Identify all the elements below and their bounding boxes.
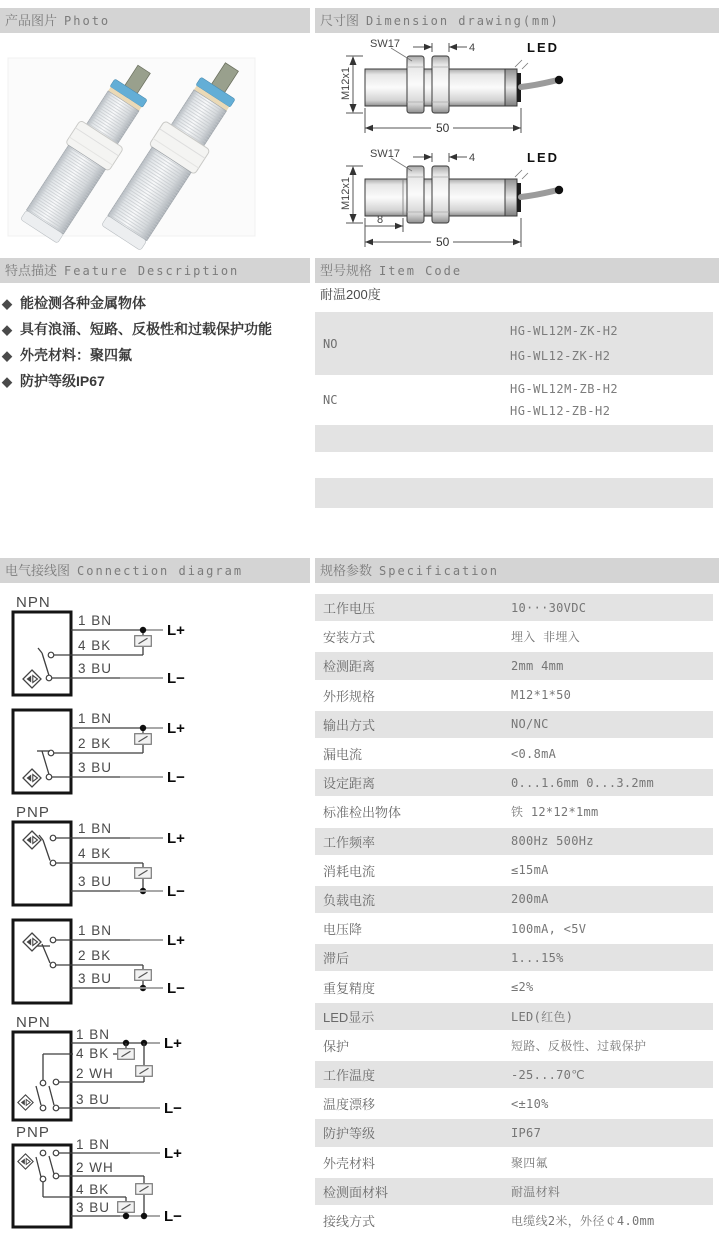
spec-row [315, 739, 713, 768]
specification-table [315, 593, 713, 1235]
spec-value: 10···30VDC [511, 600, 587, 615]
supply-plus-label: L+ [167, 622, 185, 639]
supply-minus-label: L− [164, 1208, 182, 1225]
spec-label: 标准检出物体 [323, 805, 402, 821]
nose-length-dimension: 8 [377, 214, 384, 226]
proximity-sensor-icon [23, 933, 41, 951]
diamond-bullet-icon: ◆ [2, 296, 12, 311]
switch-contact [42, 751, 49, 775]
contact-node [46, 774, 52, 780]
spec-value: 电缆线2米，外径￠4.0mm [511, 1214, 655, 1229]
load-icon [136, 1066, 153, 1077]
load-icon [135, 970, 152, 981]
spec-row [315, 885, 713, 914]
wire-label: 2 BK [78, 948, 112, 963]
supply-plus-label: L+ [167, 720, 185, 737]
spec-label: 防护等级 [323, 1126, 376, 1142]
item-code-title-zh: 型号规格 [320, 263, 373, 278]
spec-label: 检测距离 [323, 659, 376, 675]
dimension-title-zh: 尺寸图 [320, 13, 360, 28]
specification-title-en: Specification [379, 564, 499, 578]
hex-nut-drawing [407, 166, 424, 223]
spec-value: 1...15% [511, 950, 564, 965]
connection-title-zh: 电气接线图 [5, 563, 71, 578]
spec-label: 接线方式 [323, 1214, 376, 1230]
wrench-size-label: SW17 [370, 38, 400, 50]
wire-label: 1 BN [78, 923, 113, 938]
cable-end [555, 186, 563, 194]
feature-section-header [0, 258, 310, 283]
spec-label: 工作电压 [323, 601, 376, 617]
junction-dot [141, 1213, 147, 1219]
connection-diagram-pnp-no [10, 805, 200, 913]
spec-value: <0.8mA [511, 746, 557, 761]
item-code-value: HG-WL12M-ZB-H2 [510, 382, 619, 397]
spec-value: 0...1.6mm 0...3.2mm [511, 775, 654, 790]
spec-label: 外形规格 [323, 688, 376, 704]
dimension-drawing-nonflush [340, 146, 578, 258]
spec-label: 外壳材料 [323, 1155, 376, 1171]
spec-row [315, 651, 713, 680]
spec-row [315, 1060, 713, 1089]
output-type-cell: NC [323, 393, 338, 407]
sensor-box [13, 920, 71, 1003]
spec-value: M12*1*50 [511, 688, 572, 703]
spec-row [315, 1118, 713, 1147]
diamond-bullet-icon: ◆ [2, 374, 12, 389]
spec-row [315, 681, 713, 710]
thread-dimension-label: M12x1 [340, 66, 352, 100]
item-code-title-en: Item Code [379, 264, 463, 278]
proximity-sensor-icon [23, 769, 41, 787]
specification-title-zh: 规格参数 [320, 563, 373, 578]
contact-node [50, 860, 56, 866]
output-type-cell: NO [323, 336, 338, 351]
junction-dot [123, 1213, 129, 1219]
spec-value: 100mA, <5V [511, 921, 587, 936]
contact-node [40, 1176, 46, 1182]
diamond-bullet-icon: ◆ [2, 348, 12, 363]
spec-value: 200mA [511, 892, 549, 907]
wire-label: 2 WH [76, 1160, 114, 1175]
feature-text: 具有浪涌、短路、反极性和过载保护功能 [20, 321, 272, 337]
spec-value: LED(红色) [511, 1009, 574, 1024]
dimension-section-header [315, 8, 719, 33]
contact-node [50, 937, 56, 943]
switch-contact [49, 1156, 54, 1174]
supply-plus-label: L+ [164, 1035, 182, 1052]
contact-node [53, 1105, 59, 1111]
connection-title-en: Connection diagram [77, 564, 244, 578]
item-code-row [315, 425, 713, 452]
contact-node [50, 962, 56, 968]
load-icon [135, 636, 152, 647]
supply-minus-label: L− [167, 883, 185, 900]
spec-label: 检测面材料 [323, 1184, 389, 1200]
spec-label: 工作频率 [323, 834, 376, 850]
feature-title-en: Feature Description [64, 264, 240, 278]
end-cap-drawing [505, 179, 517, 216]
switch-contact [36, 1086, 41, 1105]
spec-value: 耐温材料 [511, 1184, 561, 1199]
wire-label: 4 BK [78, 638, 112, 653]
contact-node [40, 1105, 46, 1111]
overall-length-dimension: 50 [436, 121, 450, 135]
proximity-sensor-icon [23, 670, 41, 688]
spec-value: 铁 12*12*1mm [511, 805, 599, 820]
contact-node [46, 675, 52, 681]
wire-label: 4 BK [76, 1182, 110, 1197]
cable-end [555, 76, 563, 84]
output-type-cell [315, 452, 510, 478]
led-label: LED [527, 150, 559, 165]
spec-label: 消耗电流 [323, 863, 376, 879]
connection-diagram-pnp-4wire [10, 1125, 200, 1236]
hex-nut-drawing [407, 56, 424, 113]
dimension-drawing-flush [340, 36, 578, 144]
supply-minus-label: L− [167, 670, 185, 687]
spec-label: 工作温度 [323, 1068, 376, 1084]
diagram-type-label: PNP [16, 804, 50, 821]
spec-label: 电压降 [323, 922, 363, 938]
diamond-bullet-icon: ◆ [2, 322, 12, 337]
wire-label: 2 WH [76, 1066, 114, 1081]
contact-node [40, 1080, 46, 1086]
spec-row [315, 914, 713, 943]
spec-row [315, 856, 713, 885]
contact-node [53, 1173, 59, 1179]
spec-value: NO/NC [511, 717, 549, 732]
spec-label: 滞后 [323, 951, 350, 967]
spec-row [315, 593, 713, 622]
feature-item [2, 292, 282, 315]
output-type-cell [315, 478, 510, 508]
contact-node [40, 1150, 46, 1156]
spec-label: 设定距离 [323, 776, 376, 792]
temperature-note: 耐温200度 [320, 287, 381, 302]
load-icon [118, 1049, 135, 1060]
feature-text: 防护等级IP67 [20, 373, 105, 389]
switch-contact [43, 840, 50, 861]
wire-label: 4 BK [76, 1046, 110, 1061]
spec-row [315, 1206, 713, 1235]
item-code-row [315, 375, 713, 425]
wire-label: 3 BU [76, 1200, 111, 1215]
overall-length-dimension: 50 [436, 235, 450, 249]
spec-value: 埋入 非埋入 [511, 630, 581, 645]
wire-label: 3 BU [78, 874, 113, 889]
contact-node [48, 652, 54, 658]
photo-section-header [0, 8, 310, 33]
supply-plus-label: L+ [167, 830, 185, 847]
supply-minus-label: L− [167, 769, 185, 786]
wrench-size-label: SW17 [370, 148, 400, 160]
feature-item [2, 318, 282, 341]
feature-text: 能检测各种金属物体 [20, 295, 146, 311]
spec-row [315, 827, 713, 856]
supply-plus-label: L+ [164, 1145, 182, 1162]
contact-node [53, 1079, 59, 1085]
diagram-type-label: NPN [16, 594, 51, 611]
connection-diagram-pnp-nc [10, 915, 200, 1010]
spec-label: 安装方式 [323, 630, 376, 646]
spec-label: 保护 [323, 1038, 350, 1054]
item-code-cell [510, 425, 713, 452]
spec-row [315, 797, 713, 826]
item-code-cell [510, 312, 713, 375]
load-icon [135, 734, 152, 745]
hex-nut-drawing [432, 56, 449, 113]
item-code-value: HG-WL12-ZB-H2 [510, 403, 611, 418]
spec-value: <±10% [511, 1096, 549, 1111]
photo-title-zh: 产品图片 [5, 13, 58, 28]
junction-dot [140, 725, 146, 731]
proximity-sensor-icon [18, 1154, 33, 1169]
proximity-sensor-icon [18, 1095, 33, 1110]
photo-title-en: Photo [64, 14, 111, 28]
wire-label: 3 BU [76, 1092, 111, 1107]
cable [521, 190, 558, 197]
diagram-type-label: PNP [16, 1124, 50, 1141]
junction-dot [140, 627, 146, 633]
spec-row [315, 1031, 713, 1060]
feature-text: 外壳材料：聚四氟 [20, 347, 132, 363]
output-type-cell [315, 425, 510, 452]
connection-diagram-npn-nc [10, 705, 200, 800]
spec-value: 2mm 4mm [511, 658, 564, 673]
thread-dimension-label: M12x1 [340, 176, 352, 210]
item-code-section-header [315, 258, 719, 283]
load-icon [135, 868, 152, 879]
specification-section-header [315, 558, 719, 583]
spec-label: 温度漂移 [323, 1097, 376, 1113]
wire-label: 3 BU [78, 971, 113, 986]
spec-value: ≤2% [511, 980, 534, 995]
spec-row [315, 1089, 713, 1118]
spec-label: 重复精度 [323, 980, 376, 996]
spec-label: LED显示 [323, 1009, 375, 1025]
spec-value: ≤15mA [511, 863, 549, 878]
spec-value: 聚四氟 [511, 1155, 548, 1170]
nut-width-dimension: 4 [469, 152, 476, 164]
wire-label: 1 BN [76, 1027, 111, 1042]
contact-node [53, 1150, 59, 1156]
item-code-table [315, 312, 713, 508]
switch-contact [42, 944, 50, 963]
feature-title-zh: 特点描述 [5, 263, 58, 278]
feature-item [2, 370, 282, 393]
item-code-value: HG-WL12M-ZK-H2 [510, 323, 619, 338]
spec-value: -25...70℃ [511, 1067, 585, 1082]
nut-width-dimension: 4 [469, 42, 476, 54]
spec-row [315, 1148, 713, 1177]
hex-nut-drawing [432, 166, 449, 223]
led-label: LED [527, 40, 559, 55]
wire-label: 1 BN [76, 1137, 111, 1152]
spec-value: IP67 [511, 1125, 542, 1140]
supply-minus-label: L− [167, 980, 185, 997]
spec-row [315, 622, 713, 651]
spec-value: 800Hz 500Hz [511, 834, 594, 849]
wire-label: 1 BN [78, 613, 113, 628]
spec-row [315, 1177, 713, 1206]
item-code-row [315, 452, 713, 478]
feature-item [2, 344, 282, 367]
end-cap-drawing [505, 69, 517, 106]
supply-minus-label: L− [164, 1100, 182, 1117]
spec-row [315, 710, 713, 739]
wire-label: 4 BK [78, 846, 112, 861]
connection-diagram-npn-4wire [10, 1015, 200, 1127]
item-code-cell [510, 375, 713, 425]
wire-label: 3 BU [78, 661, 113, 676]
wire-label: 3 BU [78, 760, 113, 775]
connection-section-header [0, 558, 310, 583]
item-code-row [315, 478, 713, 508]
cable [521, 80, 558, 87]
connection-diagram-npn-no [10, 595, 200, 703]
item-code-cell [510, 478, 713, 508]
spec-value: 短路、反极性、过载保护 [511, 1038, 647, 1053]
load-icon [136, 1184, 153, 1195]
feature-list [2, 292, 282, 396]
wire-label: 1 BN [78, 821, 113, 836]
supply-plus-label: L+ [167, 932, 185, 949]
diagram-type-label: NPN [16, 1014, 51, 1031]
wire-label: 2 BK [78, 736, 112, 751]
switch-contact [49, 1086, 54, 1105]
item-code-cell [510, 452, 713, 478]
dimension-title-en: Dimension drawing(mm) [366, 14, 560, 28]
wire-label: 1 BN [78, 711, 113, 726]
spec-label: 漏电流 [323, 747, 363, 763]
spec-row [315, 943, 713, 972]
spec-row [315, 768, 713, 797]
load-icon [118, 1202, 135, 1213]
spec-label: 输出方式 [323, 717, 376, 733]
switch-contact [36, 1157, 41, 1177]
item-code-value: HG-WL12-ZK-H2 [510, 349, 611, 364]
spec-row [315, 972, 713, 1001]
proximity-sensor-icon [23, 831, 41, 849]
spec-row [315, 1002, 713, 1031]
contact-node [50, 835, 56, 841]
product-photo [8, 58, 255, 236]
spec-label: 负载电流 [323, 892, 376, 908]
item-code-row [315, 312, 713, 375]
